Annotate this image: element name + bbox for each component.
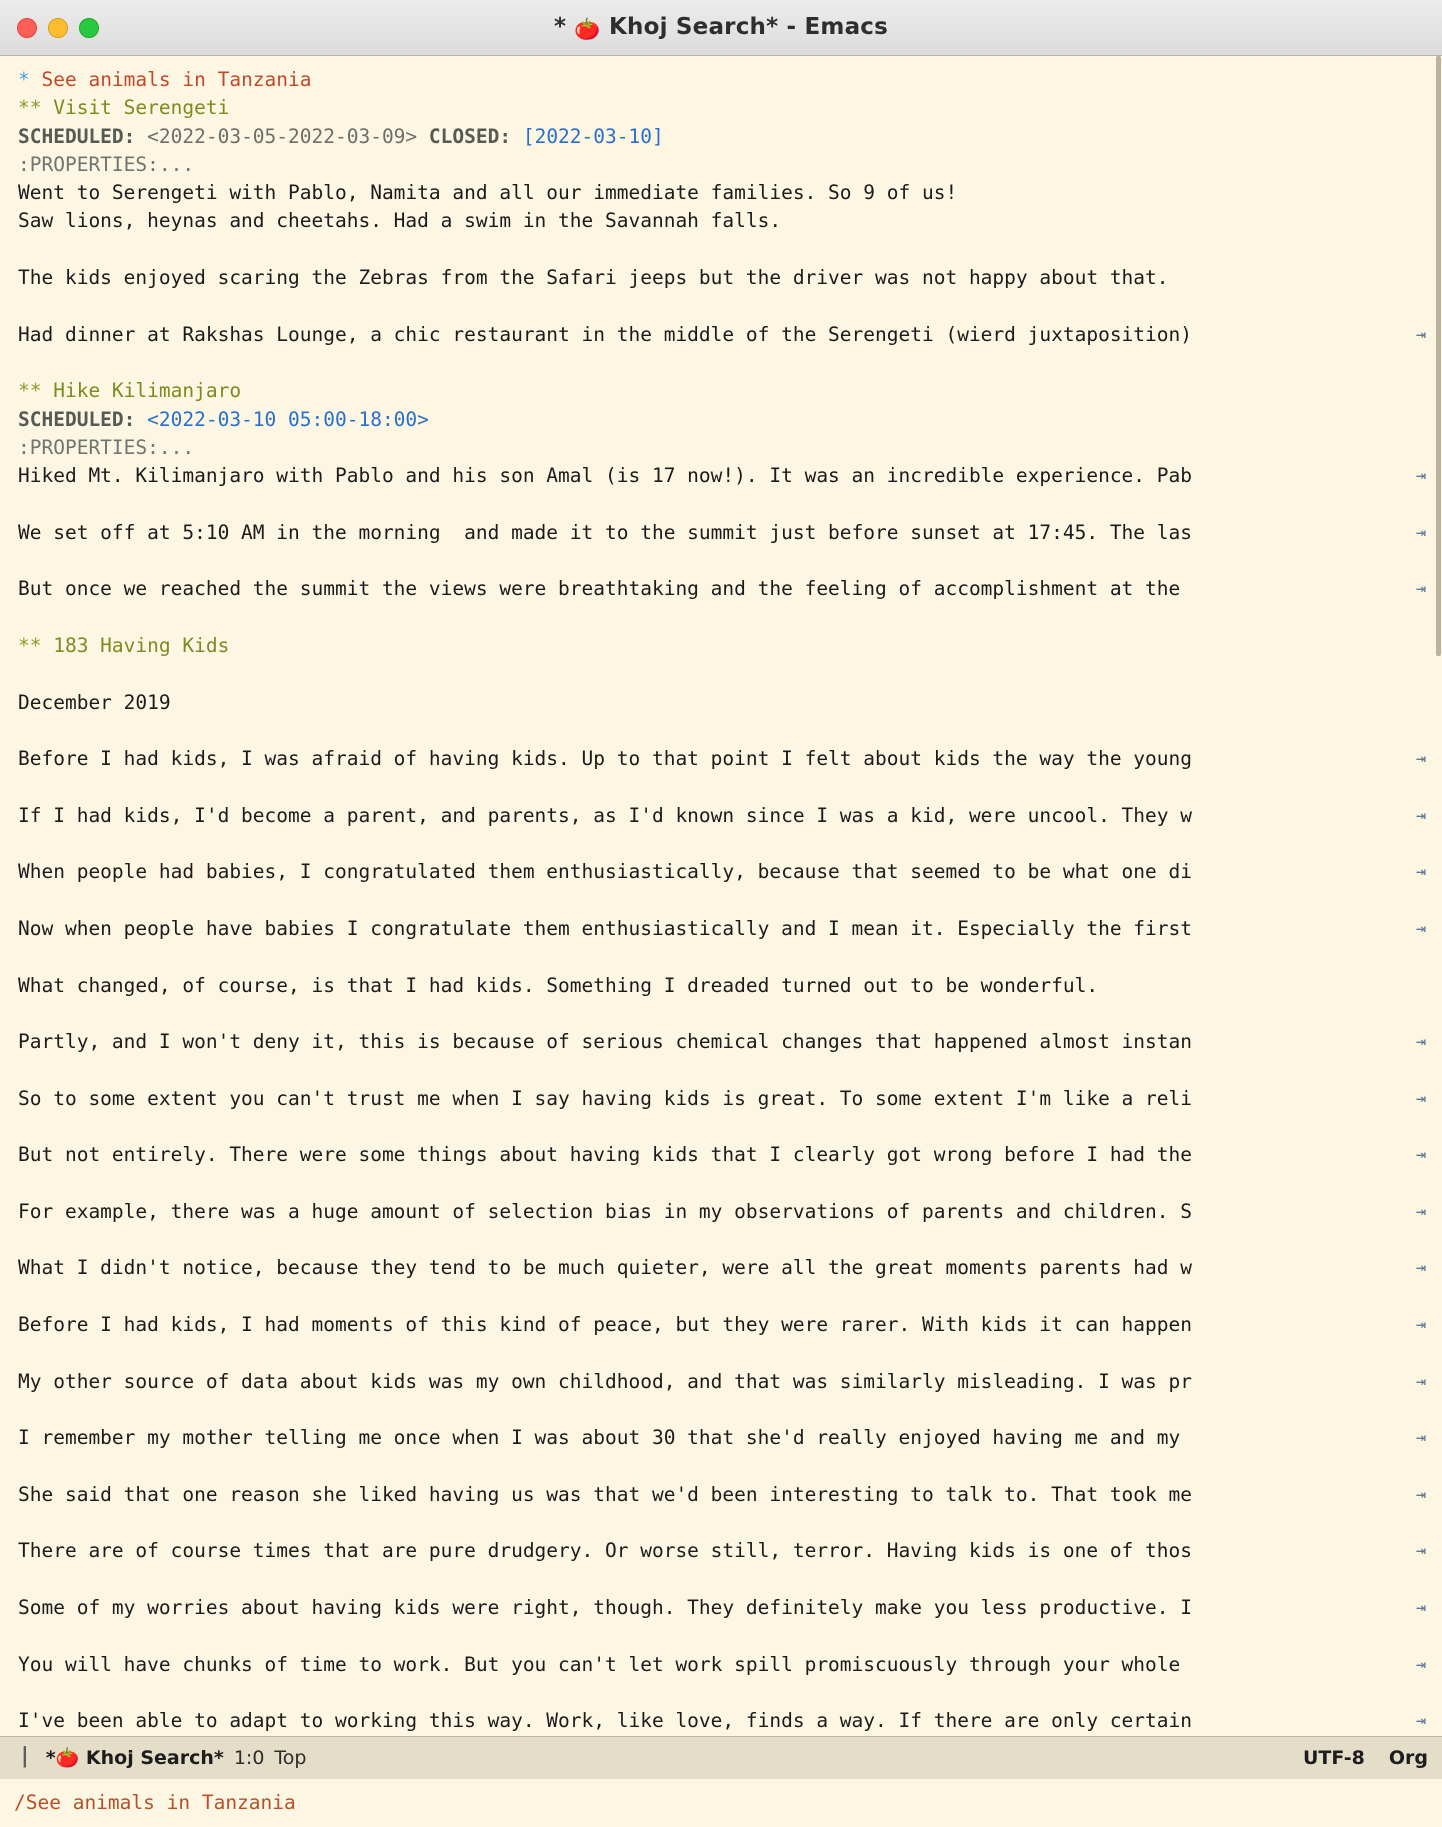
org-body-line (16, 1028, 1428, 1056)
buffer-line (16, 604, 1428, 632)
buffer-line (16, 1622, 1428, 1650)
line-continuation-icon: ⇥ (1415, 1258, 1426, 1279)
org-properties-drawer[interactable] (16, 151, 1428, 179)
buffer-line (16, 349, 1428, 377)
body-text: I remember my mother telling me once when I was about 30 that she'd really enjoyed having me and my (18, 1426, 1192, 1450)
body-text: Went to Serengeti with Pablo, Namita and all our immediate families. So 9 of us! (18, 181, 958, 205)
body-text: I've been able to adapt to working this way. Work, like love, finds a way. If there are only certain (18, 1709, 1192, 1733)
body-text: The kids enjoyed scaring the Zebras from the Safari jeeps but the driver was not happy about that. (18, 266, 1169, 290)
org-heading-text: 183 Having Kids (41, 633, 230, 657)
buffer-line (16, 1339, 1428, 1367)
buffer-line (16, 1170, 1428, 1198)
body-text: Now when people have babies I congratulate them enthusiastically and I mean it. Especially the first (18, 916, 1192, 940)
org-body-line (16, 179, 1428, 207)
modeline-bars-icon: ▕▏ (12, 1747, 36, 1769)
org-body-line (16, 689, 1428, 717)
line-continuation-icon: ⇥ (1415, 1032, 1426, 1053)
body-text: What changed, of course, is that I had kids. Something I dreaded turned out to be wonderful. (18, 973, 1099, 997)
org-body-line (16, 1085, 1428, 1113)
org-heading-level2[interactable] (16, 94, 1428, 122)
right-fringe (1428, 56, 1442, 1736)
line-continuation-icon: ⇥ (1415, 1088, 1426, 1109)
org-buffer-text[interactable] (16, 56, 1428, 1736)
org-body-line (16, 321, 1428, 349)
modeline-encoding: UTF-8 (1302, 1746, 1365, 1769)
line-continuation-icon: ⇥ (1415, 579, 1426, 600)
scheduled-keyword: SCHEDULED: (18, 407, 136, 431)
buffer-line (16, 887, 1428, 915)
minibuffer[interactable] (0, 1779, 1442, 1827)
modeline-buffer-name (46, 1746, 224, 1769)
closed-timestamp[interactable]: [2022-03-10] (511, 124, 664, 148)
org-body-line (16, 1707, 1428, 1735)
org-body-line (16, 1368, 1428, 1396)
scheduled-keyword: SCHEDULED: (18, 124, 136, 148)
body-text: She said that one reason she liked having us was that we'd been interesting to talk to. That took me (18, 1482, 1192, 1506)
body-text: There are of course times that are pure drudgery. Or worse still, terror. Having kids is one of thos (18, 1539, 1192, 1563)
buffer-line (16, 1056, 1428, 1084)
org-body-line (16, 745, 1428, 773)
line-continuation-icon: ⇥ (1415, 1711, 1426, 1732)
buffer-line (16, 1283, 1428, 1311)
body-text: We set off at 5:10 AM in the morning and made it to the summit just before sunset at 17:45. The las (18, 520, 1192, 544)
org-body-line (16, 1651, 1428, 1679)
org-body-line (16, 264, 1428, 292)
modeline-scroll-state: Top (274, 1746, 307, 1769)
org-heading-level2[interactable] (16, 632, 1428, 660)
body-text: If I had kids, I'd become a parent, and parents, as I'd known since I was a kid, were uncool. They w (18, 803, 1192, 827)
line-continuation-icon: ⇥ (1415, 805, 1426, 826)
minimize-button[interactable] (48, 18, 68, 38)
buffer-line (16, 1226, 1428, 1254)
line-continuation-icon: ⇥ (1415, 1428, 1426, 1449)
org-heading-text: See animals in Tanzania (29, 68, 312, 91)
buffer-line (16, 830, 1428, 858)
vertical-scrollbar[interactable] (1428, 56, 1442, 1736)
tomato-icon: 🍅 (55, 1747, 80, 1770)
line-continuation-icon: ⇥ (1415, 749, 1426, 770)
modeline-buffer-prefix: * (45, 1747, 56, 1770)
zoom-button[interactable] (79, 18, 99, 38)
buffer-line (16, 236, 1428, 264)
body-text: My other source of data about kids was my own childhood, and that was similarly misleading. I was pr (18, 1369, 1192, 1393)
line-continuation-icon: ⇥ (1415, 1145, 1426, 1166)
scheduled-timestamp[interactable]: <2022-03-05-2022-03-09> (135, 124, 429, 148)
tomato-icon: 🍅 (574, 16, 601, 41)
org-body-line (16, 1537, 1428, 1565)
org-body-line (16, 1424, 1428, 1452)
line-continuation-icon: ⇥ (1415, 1541, 1426, 1562)
line-continuation-icon: ⇥ (1415, 1371, 1426, 1392)
body-text: But not entirely. There were some things about having kids that I clearly got wrong before I had the (18, 1143, 1192, 1167)
buffer-line (16, 717, 1428, 745)
buffer-line (16, 292, 1428, 320)
body-text: December 2019 (18, 690, 171, 714)
buffer-line (16, 660, 1428, 688)
buffer-line (16, 943, 1428, 971)
org-body-line (16, 1198, 1428, 1226)
body-text: So to some extent you can't trust me when I say having kids is great. To some extent I'm like a reli (18, 1086, 1192, 1110)
org-body-line (16, 1254, 1428, 1282)
buffer-line (16, 1000, 1428, 1028)
buffer-line (16, 1566, 1428, 1594)
body-text: When people had babies, I congratulated them enthusiastically, because that seemed to be what one di (18, 860, 1192, 884)
left-fringe (0, 56, 16, 1736)
org-scheduled-closed-line (16, 123, 1428, 151)
org-body-line (16, 519, 1428, 547)
buffer-line (16, 547, 1428, 575)
window-title-text: Khoj Search* - Emacs (608, 13, 889, 40)
body-text: Before I had kids, I had moments of this kind of peace, but they were rarer. With kids it can happen (18, 1313, 1192, 1337)
modeline-buffer-label: Khoj Search* (85, 1747, 224, 1770)
buffer-line (16, 773, 1428, 801)
line-continuation-icon: ⇥ (1415, 1654, 1426, 1675)
close-button[interactable] (17, 18, 37, 38)
buffer-line (16, 1396, 1428, 1424)
scrollbar-thumb[interactable] (1436, 56, 1441, 656)
org-body-line (16, 1481, 1428, 1509)
scheduled-timestamp[interactable]: <2022-03-10 05:00-18:00> (135, 407, 429, 431)
org-bullet-icon: ** (18, 96, 42, 120)
window-title-prefix: * (553, 13, 575, 40)
org-body-line (16, 858, 1428, 886)
title-bar (0, 0, 1442, 56)
org-body-line (16, 802, 1428, 830)
org-bullet-icon: * (18, 68, 30, 91)
org-body-line (16, 1594, 1428, 1622)
org-body-line (16, 1311, 1428, 1339)
org-body-line (16, 207, 1428, 235)
org-body-line (16, 575, 1428, 603)
mode-line (0, 1736, 1442, 1779)
org-heading-text: Visit Serengeti (41, 96, 230, 120)
buffer-line (16, 490, 1428, 518)
body-text: Before I had kids, I was afraid of having kids. Up to that point I felt about kids the way the young (18, 747, 1192, 771)
minibuffer-text: /See animals in Tanzania (14, 1791, 296, 1815)
body-text: Had dinner at Rakshas Lounge, a chic restaurant in the middle of the Serengeti (wierd juxtaposition) (18, 322, 1192, 346)
closed-keyword: CLOSED: (428, 124, 512, 148)
properties-text: :PROPERTIES:... (18, 435, 195, 459)
body-text: Hiked Mt. Kilimanjaro with Pablo and his son Amal (is 17 now!). It was an incredible experience. Pab (18, 464, 1192, 488)
window-controls (0, 18, 99, 38)
line-continuation-icon: ⇥ (1415, 862, 1426, 883)
org-heading-level1[interactable] (16, 66, 1428, 94)
line-continuation-icon: ⇥ (1415, 1315, 1426, 1336)
org-scheduled-line (16, 406, 1428, 434)
org-body-line (16, 1141, 1428, 1169)
body-text: You will have chunks of time to work. But you can't let work spill promiscuously through your whole (18, 1652, 1192, 1676)
org-heading-text: Hike Kilimanjaro (41, 379, 242, 403)
org-bullet-icon: ** (18, 379, 42, 403)
body-text: What I didn't notice, because they tend to be much quieter, were all the great moments parents had w (18, 1256, 1192, 1280)
body-text: Some of my worries about having kids were right, though. They definitely make you less productive. I (18, 1596, 1192, 1620)
buffer-line (16, 1113, 1428, 1141)
line-continuation-icon: ⇥ (1415, 1484, 1426, 1505)
line-continuation-icon: ⇥ (1415, 1201, 1426, 1222)
line-continuation-icon: ⇥ (1415, 918, 1426, 939)
org-properties-drawer[interactable] (16, 434, 1428, 462)
line-continuation-icon: ⇥ (1415, 522, 1426, 543)
org-heading-level2[interactable] (16, 377, 1428, 405)
org-body-line (16, 462, 1428, 490)
line-continuation-icon: ⇥ (1415, 466, 1426, 487)
modeline-major-mode[interactable]: Org (1388, 1746, 1428, 1769)
body-text: Partly, and I won't deny it, this is because of serious chemical changes that happened almost instan (18, 1030, 1192, 1054)
buffer-line (16, 1453, 1428, 1481)
modeline-position: 1:0 (233, 1746, 265, 1769)
body-text: Saw lions, heynas and cheetahs. Had a swim in the Savannah falls. (18, 209, 782, 233)
buffer-line (16, 1679, 1428, 1707)
body-text: But once we reached the summit the views were breathtaking and the feeling of accomplishment at the (18, 577, 1192, 601)
properties-text: :PROPERTIES:... (18, 152, 195, 176)
line-continuation-icon: ⇥ (1415, 1598, 1426, 1619)
buffer-line (16, 1509, 1428, 1537)
org-body-line (16, 972, 1428, 1000)
window-title (0, 14, 1442, 42)
body-text: For example, there was a huge amount of selection bias in my observations of parents and children. S (18, 1199, 1192, 1223)
line-continuation-icon: ⇥ (1415, 324, 1426, 345)
buffer-area (0, 56, 1442, 1736)
org-bullet-icon: ** (18, 633, 42, 657)
org-body-line (16, 915, 1428, 943)
